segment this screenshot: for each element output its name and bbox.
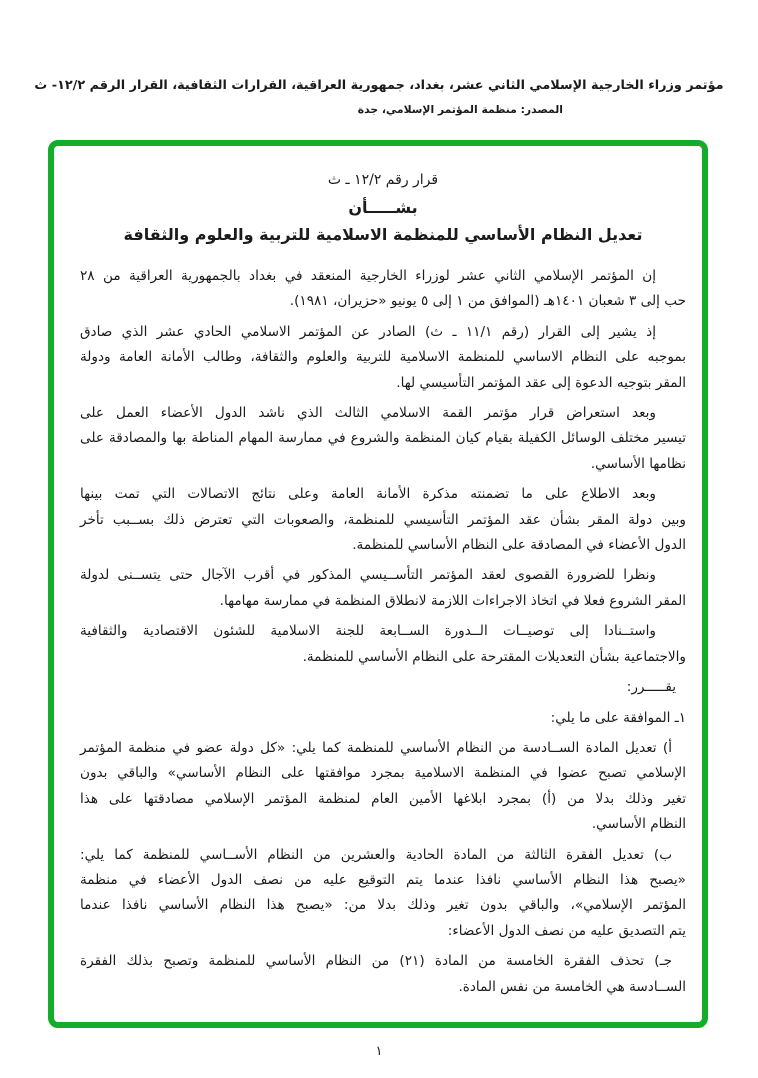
header-title-line: مؤتمر وزراء الخارجية الإسلامي الثاني عشر، بغداد، جمهورية العراقية، القرارات الثقافية، القرار الرقم ١٢/٢- ث <box>34 78 724 93</box>
text-line: المؤتمر الإسلامي»، والباقي بدون تغير وذلك بدلا من: «يصبح هذا النظام الأساسي نافذا عندما <box>80 897 686 914</box>
decision-title: تعديل النظام الأساسي للمنظمة الاسلامية للتربية والعلوم والثقافة <box>123 225 643 244</box>
text-line: بموجبه على النظام الاساسي للمنظمة الاسلامية للتربية والعلوم والثقافة، وطالب الأمانة العامة ودولة <box>80 349 686 366</box>
text-line: النظام الأساسي. <box>591 816 686 833</box>
text-line: يتم التصديق عليه من نصف الدول الأعضاء: <box>447 922 686 939</box>
text-block <box>80 619 686 670</box>
text-block <box>80 320 686 396</box>
page-number: ١ <box>375 1044 383 1059</box>
text-line: إذ يشير إلى القرار (رقم ١١/١ ـ ث) الصادر عن المؤتمر الاسلامي الحادي عشر الذي صادق <box>80 323 656 340</box>
header-source-line: المصدر: منظمة المؤتمر الإسلامي، جدة <box>357 103 563 116</box>
text-block <box>80 401 686 477</box>
text-line: حب إلى ٣ شعبان ١٤٠١هـ (الموافق من ١ إلى ٥ يونيو «حزيران، ١٩٨١). <box>289 293 686 310</box>
text-block <box>80 736 686 838</box>
text-block <box>80 563 686 614</box>
text-line: وبعد استعراض قرار مؤتمر القمة الاسلامي الثالث الذي ناشد الدول الأعضاء العمل على <box>80 405 656 422</box>
text-line: الســادسة هي الخامسة من نفس المادة. <box>458 978 686 995</box>
text-line: وبعد الاطلاع على ما تضمنته مذكرة الأمانة العامة وعلى نتائج الاتصالات التي تمت بينها <box>80 486 656 503</box>
text-line: الإسلامي تصبح عضوا في المنظمة الاسلامية بمجرد موافقتها على النظام الأساسي» والباقي بدون <box>80 765 686 782</box>
text-line: واستــنادا إلى توصيــات الــدورة الســابعة للجنة الاسلامية للشئون الاقتصادية والثقافية <box>80 623 656 640</box>
text-block <box>80 675 686 700</box>
text-line: الدول الأعضاء في المصادقة على النظام الأساسي للمنظمة. <box>352 537 686 554</box>
text-line: ١ـ الموافقة على ما يلي: <box>550 709 686 726</box>
text-block <box>80 843 686 945</box>
decision-border-box <box>48 140 708 1028</box>
text-line: نظامها الأساسي. <box>590 455 686 472</box>
decision-body <box>80 264 686 1000</box>
text-line: ونظرا للضرورة القصوى لعقد المؤتمر التأســيسي المذكور في أقرب الآجال حتى يتســنى لدولة <box>80 567 656 584</box>
text-line: جـ) تحذف الفقرة الخامسة من المادة (٢١) من النظام الأساسي للمنظمة وتصبح بذلك الفقرة <box>80 953 672 970</box>
text-line: «يصبح هذا النظام الأساسي نافذا عندما يتم التوقيع عليه من نصف الدول الأعضاء في منظمة <box>80 871 686 888</box>
text-line: المقر بتوجيه الدعوة إلى عقد المؤتمر التأسيسي لها. <box>396 374 686 391</box>
text-line: أ) تعديل المادة الســادسة من النظام الأساسي للمنظمة كما يلي: «كل دولة عضو في منظمة المؤتمر <box>80 739 672 756</box>
text-line: المقر الشروع فعلا في اتخاذ الاجراءات اللازمة لانطلاق المنظمة في ممارسة مهامها. <box>219 592 686 609</box>
text-line: يقـــــرر: <box>626 679 676 696</box>
regarding-heading: بشـــــأن <box>348 198 418 217</box>
text-block <box>80 264 686 315</box>
text-line: تغير وذلك بدلا من (أ) بمجرد ابلاغها الأمين العام لمنظمة المؤتمر الإسلامي مصادقتها على هذا <box>80 790 686 807</box>
text-line: إن المؤتمر الإسلامي الثاني عشر لوزراء الخارجية المنعقد في بغداد بالجمهورية العراقية من ٢٨ <box>80 268 656 284</box>
text-line: ب) تعديل الفقرة الثالثة من المادة الحادية والعشرين من النظام الأســاسي للمنظمة كما يلي: <box>80 846 672 863</box>
text-line: تيسير مختلف الوسائل الكفيلة بقيام كيان المنظمة والشروع في ممارسة المهام المناطة بها والمصادقة على <box>80 430 686 447</box>
decision-content <box>54 146 702 1000</box>
text-line: وبين دولة المقر بشأن عقد المؤتمر التأسيسي للمنظمة، والصعوبات التي تعترض ذلك بســبب تأخر <box>80 511 686 528</box>
text-line: والاجتماعية بشأن التعديلات المقترحة على النظام الأساسي للمنظمة. <box>302 648 686 665</box>
text-block <box>80 706 686 731</box>
text-block <box>80 482 686 558</box>
document-header <box>0 76 758 116</box>
decision-number-line: قرار رقم ١٢/٢ ـ ث <box>327 172 439 188</box>
text-block <box>80 949 686 1000</box>
